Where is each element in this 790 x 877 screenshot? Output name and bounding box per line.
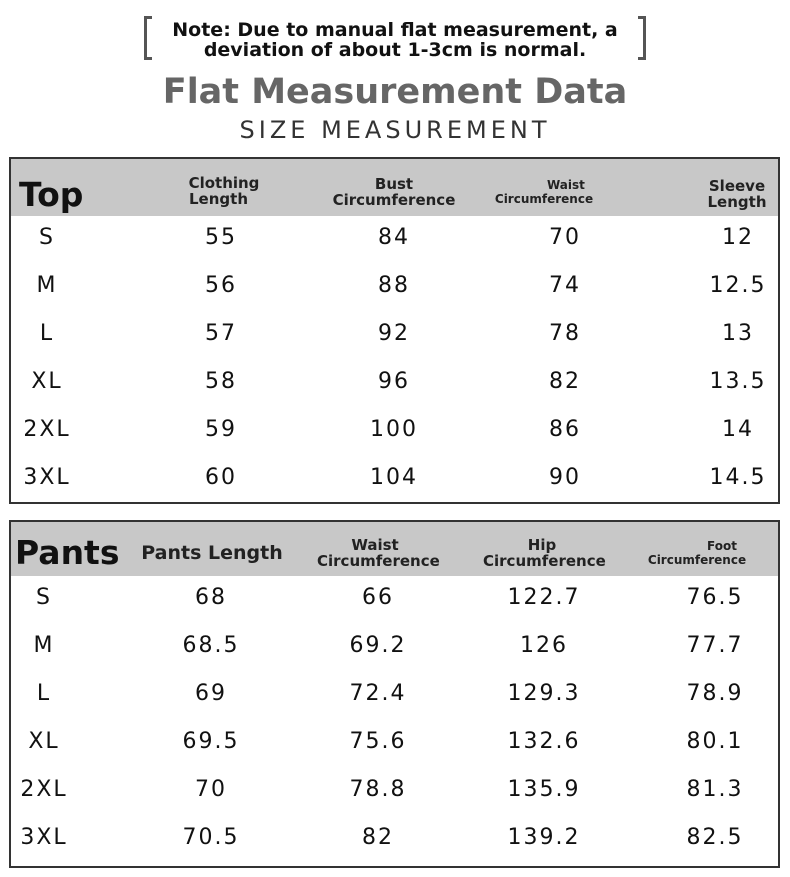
header-line: Clothing (188, 174, 260, 192)
table-cell: 86 (549, 417, 581, 442)
size-label: 3XL (20, 825, 68, 850)
pants-header-row (11, 522, 778, 576)
table-cell: 100 (370, 417, 418, 442)
left-bracket-icon (144, 16, 152, 60)
table-cell: 58 (205, 369, 237, 394)
table-cell: 14.5 (709, 465, 767, 490)
size-label: L (36, 681, 52, 706)
table-cell: 14 (722, 417, 754, 442)
size-label: S (39, 225, 55, 250)
table-cell: 60 (205, 465, 237, 490)
table-cell: 78.9 (686, 681, 744, 706)
header-line: Pants Length (141, 542, 283, 564)
size-label: 2XL (20, 777, 68, 802)
header-line: Hip (527, 536, 557, 554)
table-cell: 68 (195, 585, 227, 610)
header-line: Bust (374, 175, 414, 193)
size-label: L (39, 321, 55, 346)
table-cell: 12 (722, 225, 754, 250)
header-line: Circumference (483, 552, 606, 570)
table-cell: 70.5 (182, 825, 240, 850)
table-cell: 129.3 (507, 681, 581, 706)
pants-header-waist-circumference (317, 536, 440, 570)
table-cell: 90 (549, 465, 581, 490)
header-line: Length (707, 193, 767, 211)
note-line-2: deviation of about 1-3cm is normal. (203, 39, 587, 61)
size-label: XL (31, 369, 63, 394)
table-cell: 72.4 (349, 681, 407, 706)
table-cell: 139.2 (507, 825, 581, 850)
table-cell: 69.5 (182, 729, 240, 754)
right-bracket-icon (638, 16, 646, 60)
size-label: M (33, 633, 55, 658)
size-label: S (36, 585, 52, 610)
pants-size-table (9, 520, 780, 868)
size-label: 3XL (23, 465, 71, 490)
table-cell: 78 (549, 321, 581, 346)
table-cell: 84 (378, 225, 410, 250)
table-cell: 57 (205, 321, 237, 346)
header-line: Waist (351, 536, 399, 554)
pants-header-hip-circumference (483, 536, 606, 570)
top-header-clothing-length (183, 175, 265, 207)
table-cell: 82 (549, 369, 581, 394)
table-cell: 96 (378, 369, 410, 394)
header-line: Circumference (647, 553, 747, 567)
header-line: Sleeve (708, 177, 766, 195)
note-line-1: Note: Due to manual flat measurement, a (172, 19, 618, 41)
top-header-sleeve-length (703, 178, 771, 210)
table-cell: 69.2 (349, 633, 407, 658)
table-cell: 68.5 (182, 633, 240, 658)
table-cell: 126 (520, 633, 568, 658)
note-box (140, 14, 650, 64)
table-cell: 56 (205, 273, 237, 298)
pants-section-title: Pants (15, 533, 120, 572)
top-size-table (9, 157, 780, 504)
table-cell: 82.5 (686, 825, 744, 850)
table-cell: 135.9 (507, 777, 581, 802)
note-text (160, 20, 630, 60)
table-cell: 70 (195, 777, 227, 802)
header-line: Circumference (317, 552, 440, 570)
table-cell: 66 (362, 585, 394, 610)
top-header-waist-circumference (491, 178, 597, 206)
table-cell: 69 (195, 681, 227, 706)
header-line: Circumference (332, 191, 456, 209)
table-cell: 55 (205, 225, 237, 250)
table-cell: 92 (378, 321, 410, 346)
table-cell: 122.7 (507, 585, 581, 610)
pants-header-foot-circumference (645, 539, 749, 567)
table-cell: 77.7 (686, 633, 744, 658)
size-label: XL (28, 729, 60, 754)
table-cell: 81.3 (686, 777, 744, 802)
header-line: Waist (547, 178, 585, 192)
table-cell: 88 (378, 273, 410, 298)
table-cell: 104 (370, 465, 418, 490)
table-cell: 78.8 (349, 777, 407, 802)
table-cell: 59 (205, 417, 237, 442)
table-cell: 70 (549, 225, 581, 250)
size-label: 2XL (23, 417, 71, 442)
top-header-bust-circumference (329, 176, 459, 208)
header-line: Length (189, 190, 248, 208)
table-cell: 80.1 (686, 729, 744, 754)
table-cell: 82 (362, 825, 394, 850)
header-line: Circumference (494, 192, 594, 206)
table-cell: 132.6 (507, 729, 581, 754)
top-section-title: Top (19, 175, 84, 214)
pants-header-pants-length (137, 542, 287, 564)
size-label: M (36, 273, 58, 298)
header-line: Foot (707, 539, 737, 553)
top-header-row (11, 159, 778, 216)
table-cell: 75.6 (349, 729, 407, 754)
table-cell: 13.5 (709, 369, 767, 394)
table-cell: 13 (722, 321, 754, 346)
page-subtitle: SIZE MEASUREMENT (239, 116, 551, 144)
table-cell: 74 (549, 273, 581, 298)
table-cell: 76.5 (686, 585, 744, 610)
page-title: Flat Measurement Data (162, 72, 628, 112)
table-cell: 12.5 (709, 273, 767, 298)
